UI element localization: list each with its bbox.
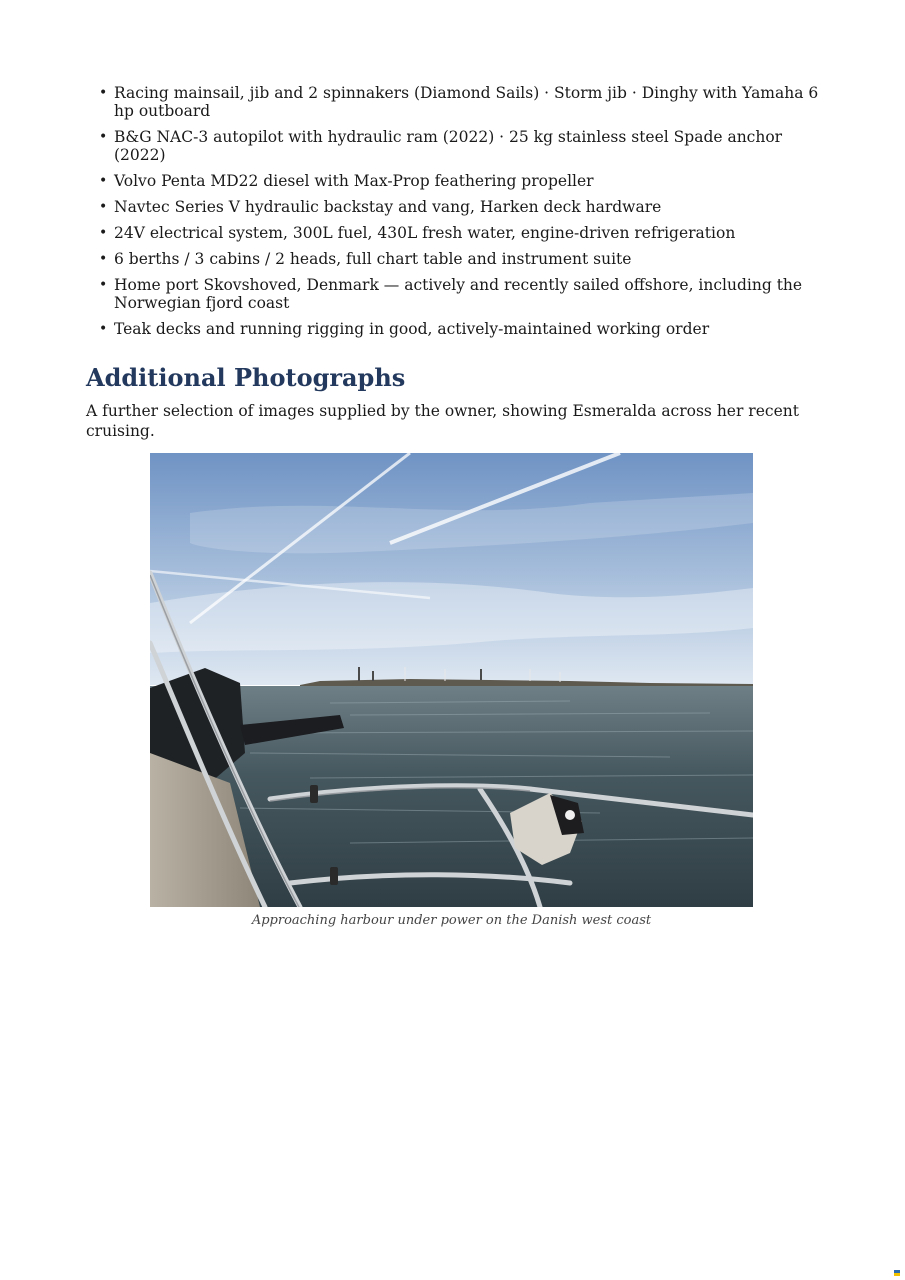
section-intro: A further selection of images supplied by the owner, showing Esmeralda across her recent cruising. <box>86 402 799 440</box>
section-heading: Additional Photographs <box>86 363 406 392</box>
spec-item: • Racing mainsail, jib and 2 spinnakers (Diamond Sails) · Storm jib · Dinghy with Yamaha 6 hp outboard <box>114 84 821 120</box>
spec-item: • 24V electrical system, 300L fuel, 430L fresh water, engine-driven refrigeration <box>114 224 821 242</box>
specification-list <box>86 84 821 338</box>
corner-mark-bottom <box>894 1273 900 1276</box>
spec-item: • Teak decks and running rigging in good, actively-maintained working order <box>114 320 821 338</box>
photo-figure <box>150 453 753 929</box>
spec-item: • Volvo Penta MD22 diesel with Max-Prop feathering propeller <box>114 172 821 190</box>
harbour-photo <box>150 453 753 907</box>
spec-item: • B&G NAC-3 autopilot with hydraulic ram (2022) · 25 kg stainless steel Spade anchor (2022) <box>114 128 821 164</box>
photo-caption: Approaching harbour under power on the Danish west coast <box>251 913 652 928</box>
spec-item: • Navtec Series V hydraulic backstay and vang, Harken deck hardware <box>114 198 821 216</box>
document-page <box>86 84 821 929</box>
corner-mark <box>894 1270 900 1276</box>
spec-item: • Home port Skovshoved, Denmark — actively and recently sailed offshore, including the Norwegian fjord coast <box>114 276 821 312</box>
spec-item: • 6 berths / 3 cabins / 2 heads, full chart table and instrument suite <box>114 250 821 268</box>
